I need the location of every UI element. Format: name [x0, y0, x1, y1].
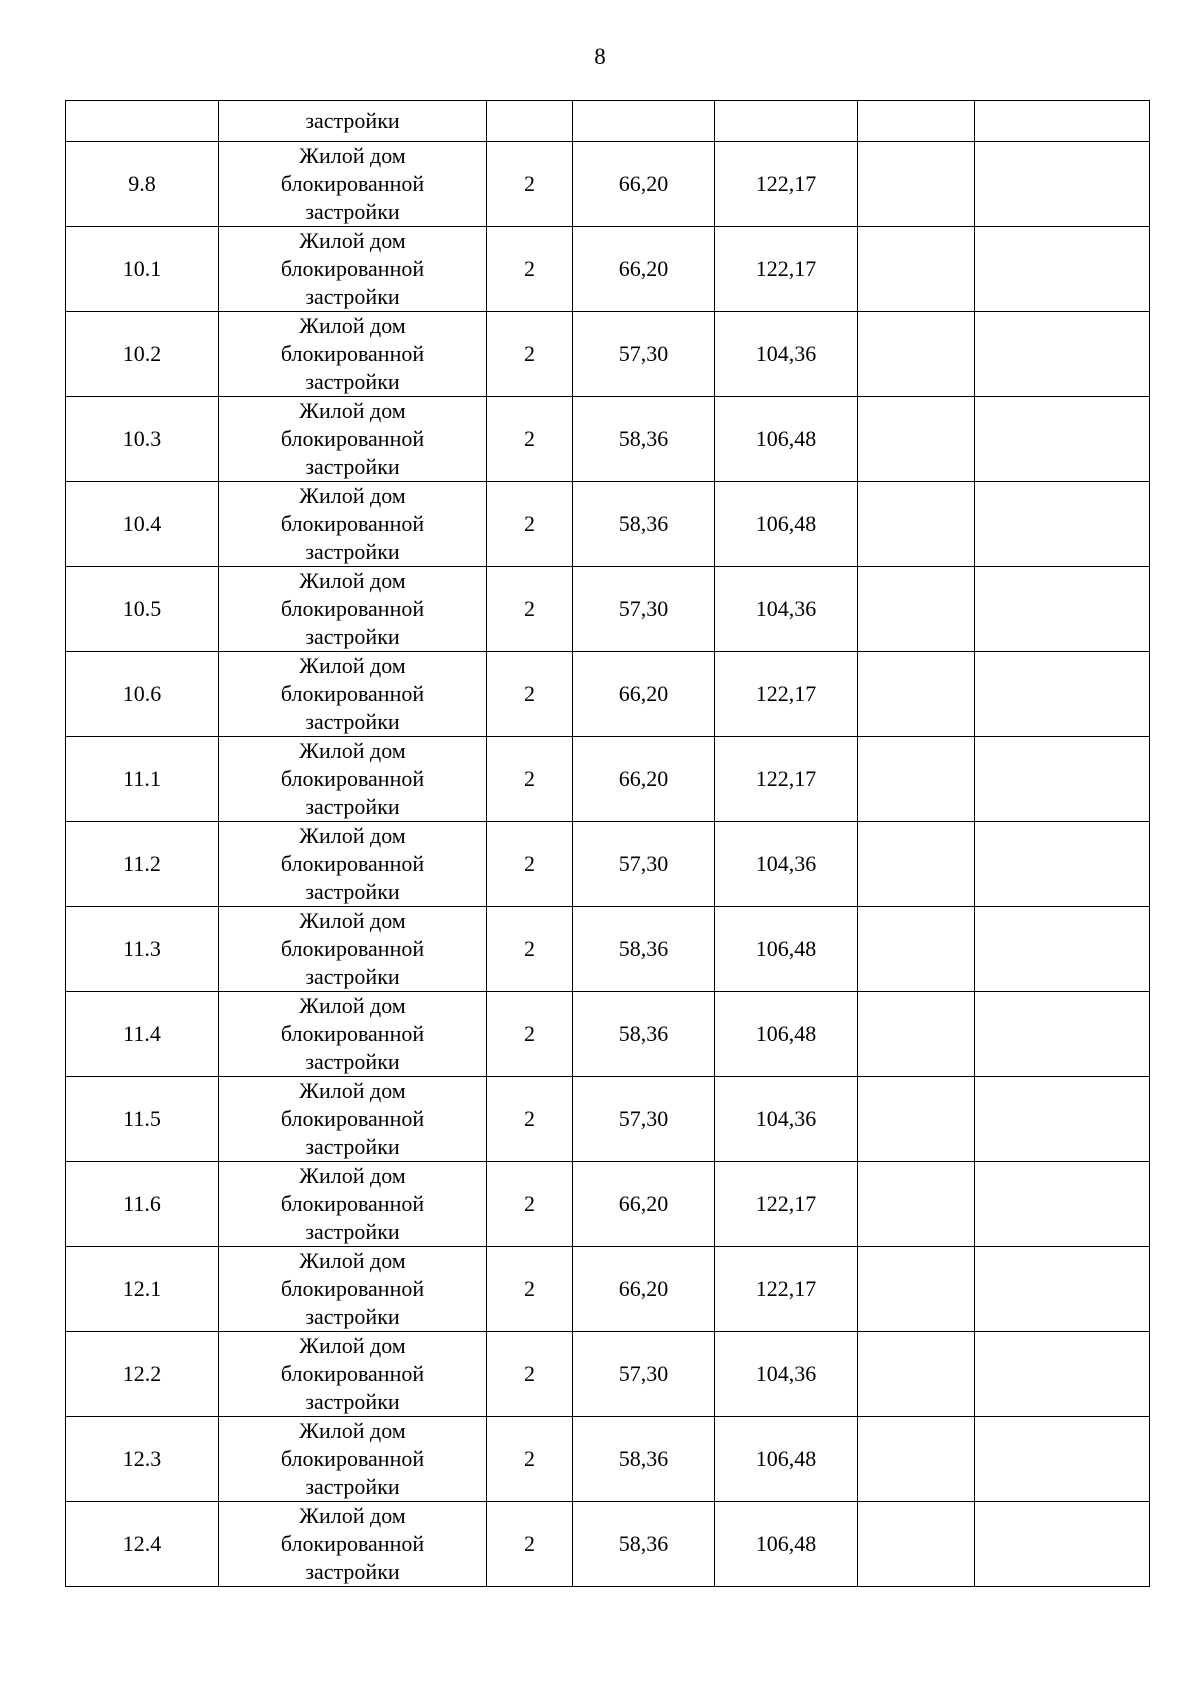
cell-area1: 66,20 — [573, 1162, 715, 1247]
cell-col6 — [858, 312, 975, 397]
type-line: блокированной — [280, 1446, 425, 1471]
cell-id: 10.4 — [66, 482, 219, 567]
cell-col6 — [858, 1332, 975, 1417]
cell-id: 11.1 — [66, 737, 219, 822]
type-line: Жилой дом — [299, 1248, 406, 1273]
type-line: Жилой дом — [299, 143, 406, 168]
cell-area1: 58,36 — [573, 397, 715, 482]
cell-col7 — [975, 907, 1150, 992]
table-row — [66, 312, 1150, 397]
cell-col7 — [975, 1162, 1150, 1247]
type-line: блокированной — [280, 596, 425, 621]
cell-col7 — [975, 142, 1150, 227]
cell-area2: 104,36 — [715, 567, 858, 652]
cell-col7 — [975, 822, 1150, 907]
cell-area1: 58,36 — [573, 1502, 715, 1587]
cell-id: 11.2 — [66, 822, 219, 907]
cell-floors: 2 — [487, 992, 573, 1077]
table-row — [66, 1417, 1150, 1502]
cell-type — [219, 907, 487, 992]
cell-id: 10.1 — [66, 227, 219, 312]
cell-col7 — [975, 652, 1150, 737]
cell-floors: 2 — [487, 822, 573, 907]
cell-col7 — [975, 227, 1150, 312]
cell-type — [219, 1417, 487, 1502]
table-row — [66, 822, 1150, 907]
type-line: застройки — [305, 1219, 400, 1244]
cell-id: 10.3 — [66, 397, 219, 482]
type-line: застройки — [305, 1474, 400, 1499]
cell-col7 — [975, 1077, 1150, 1162]
cell-id: 11.6 — [66, 1162, 219, 1247]
type-line: блокированной — [280, 851, 425, 876]
continuation-row — [66, 101, 1150, 142]
cell-area1: 58,36 — [573, 907, 715, 992]
type-line: блокированной — [280, 341, 425, 366]
cell-id: 11.4 — [66, 992, 219, 1077]
cell-type — [219, 1247, 487, 1332]
type-line: застройки — [305, 964, 400, 989]
cell-floors: 2 — [487, 312, 573, 397]
cell-area2: 122,17 — [715, 227, 858, 312]
type-line: застройки — [305, 1559, 400, 1584]
cell-floors: 2 — [487, 737, 573, 822]
cell-area2: 122,17 — [715, 652, 858, 737]
cell-type — [219, 1162, 487, 1247]
type-line: застройки — [305, 108, 400, 133]
table-row — [66, 1332, 1150, 1417]
cell-area1: 66,20 — [573, 652, 715, 737]
cell-type — [219, 652, 487, 737]
cell-id: 9.8 — [66, 142, 219, 227]
cell-floors: 2 — [487, 907, 573, 992]
type-line: Жилой дом — [299, 1503, 406, 1528]
cell-area1: 57,30 — [573, 1077, 715, 1162]
cell-area2: 122,17 — [715, 737, 858, 822]
buildings-table — [65, 100, 1150, 1587]
cell-area2: 104,36 — [715, 1332, 858, 1417]
cell-type — [219, 1077, 487, 1162]
cell-col7 — [975, 737, 1150, 822]
cell-col6 — [858, 992, 975, 1077]
table-row — [66, 397, 1150, 482]
page-number: 8 — [594, 44, 606, 69]
cell-area2: 122,17 — [715, 1247, 858, 1332]
type-line: застройки — [305, 284, 400, 309]
cell-id: 10.2 — [66, 312, 219, 397]
type-line: блокированной — [280, 936, 425, 961]
cell-col6 — [858, 1247, 975, 1332]
type-line: Жилой дом — [299, 908, 406, 933]
type-line: застройки — [305, 369, 400, 394]
cell-col6 — [858, 397, 975, 482]
type-line: застройки — [305, 879, 400, 904]
cell-col7 — [975, 1417, 1150, 1502]
type-line: застройки — [305, 624, 400, 649]
cell-col7 — [975, 482, 1150, 567]
table-row — [66, 1502, 1150, 1587]
type-line: застройки — [305, 794, 400, 819]
table-row — [66, 1247, 1150, 1332]
table-row — [66, 567, 1150, 652]
cell-area1: 57,30 — [573, 822, 715, 907]
cell-floors: 2 — [487, 1162, 573, 1247]
cell-col6 — [858, 822, 975, 907]
cell-col6 — [858, 907, 975, 992]
cell-area2: 106,48 — [715, 1417, 858, 1502]
cell-id: 11.5 — [66, 1077, 219, 1162]
cell-area2: 106,48 — [715, 482, 858, 567]
table-row — [66, 737, 1150, 822]
cell-id: 11.3 — [66, 907, 219, 992]
type-line: Жилой дом — [299, 398, 406, 423]
cell-floors: 2 — [487, 1417, 573, 1502]
cell-floors: 2 — [487, 227, 573, 312]
cell-area1: 66,20 — [573, 142, 715, 227]
table-row — [66, 142, 1150, 227]
cell-area1: 66,20 — [573, 227, 715, 312]
cell-col6 — [858, 567, 975, 652]
cell-type — [219, 1332, 487, 1417]
cell-floors: 2 — [487, 482, 573, 567]
cell-col7 — [975, 1502, 1150, 1587]
cell-col6 — [858, 101, 975, 142]
type-line: блокированной — [280, 171, 425, 196]
type-line: блокированной — [280, 426, 425, 451]
type-line: застройки — [305, 539, 400, 564]
cell-area1: 58,36 — [573, 1417, 715, 1502]
cell-id: 10.6 — [66, 652, 219, 737]
type-line: Жилой дом — [299, 483, 406, 508]
cell-area1: 57,30 — [573, 312, 715, 397]
cell-area1: 58,36 — [573, 482, 715, 567]
cell-area2: 104,36 — [715, 822, 858, 907]
type-line: застройки — [305, 199, 400, 224]
table-row — [66, 992, 1150, 1077]
cell-floors: 2 — [487, 1077, 573, 1162]
cell-floors: 2 — [487, 652, 573, 737]
type-line: Жилой дом — [299, 993, 406, 1018]
type-line: блокированной — [280, 1106, 425, 1131]
type-line: блокированной — [280, 256, 425, 281]
cell-type — [219, 737, 487, 822]
cell-area1 — [573, 101, 715, 142]
cell-col6 — [858, 652, 975, 737]
type-line: застройки — [305, 1049, 400, 1074]
table-row — [66, 1162, 1150, 1247]
cell-area2 — [715, 101, 858, 142]
cell-col7 — [975, 397, 1150, 482]
cell-col7 — [975, 1247, 1150, 1332]
cell-floors: 2 — [487, 1332, 573, 1417]
type-line: застройки — [305, 709, 400, 734]
table-row — [66, 907, 1150, 992]
cell-type — [219, 482, 487, 567]
type-line: застройки — [305, 1304, 400, 1329]
type-line: Жилой дом — [299, 1418, 406, 1443]
type-line: Жилой дом — [299, 228, 406, 253]
cell-col7 — [975, 567, 1150, 652]
cell-type — [219, 822, 487, 907]
type-line: застройки — [305, 1389, 400, 1414]
type-line: застройки — [305, 1134, 400, 1159]
table-row — [66, 652, 1150, 737]
cell-id: 10.5 — [66, 567, 219, 652]
type-line: Жилой дом — [299, 1163, 406, 1188]
cell-col6 — [858, 1417, 975, 1502]
table-body — [66, 101, 1150, 1587]
cell-floors: 2 — [487, 142, 573, 227]
cell-type — [219, 312, 487, 397]
cell-type — [219, 1502, 487, 1587]
table-row — [66, 227, 1150, 312]
type-line: Жилой дом — [299, 568, 406, 593]
cell-area1: 57,30 — [573, 567, 715, 652]
cell-area2: 106,48 — [715, 397, 858, 482]
cell-id: 12.4 — [66, 1502, 219, 1587]
cell-area1: 58,36 — [573, 992, 715, 1077]
cell-id: 12.2 — [66, 1332, 219, 1417]
type-line: Жилой дом — [299, 823, 406, 848]
type-line: блокированной — [280, 1021, 425, 1046]
cell-id — [66, 101, 219, 142]
cell-col6 — [858, 1502, 975, 1587]
type-line: Жилой дом — [299, 653, 406, 678]
cell-area2: 106,48 — [715, 907, 858, 992]
type-line: блокированной — [280, 511, 425, 536]
cell-type — [219, 567, 487, 652]
cell-col6 — [858, 227, 975, 312]
cell-type — [219, 992, 487, 1077]
type-line: блокированной — [280, 1276, 425, 1301]
type-line: блокированной — [280, 1191, 425, 1216]
cell-col6 — [858, 1162, 975, 1247]
type-line: Жилой дом — [299, 1078, 406, 1103]
type-line: Жилой дом — [299, 738, 406, 763]
cell-type — [219, 142, 487, 227]
cell-area2: 104,36 — [715, 312, 858, 397]
type-line: Жилой дом — [299, 313, 406, 338]
type-line: блокированной — [280, 1531, 425, 1556]
cell-col7 — [975, 101, 1150, 142]
cell-id: 12.3 — [66, 1417, 219, 1502]
table-row — [66, 1077, 1150, 1162]
cell-col6 — [858, 1077, 975, 1162]
cell-col7 — [975, 1332, 1150, 1417]
cell-type — [219, 227, 487, 312]
cell-type — [219, 101, 487, 142]
cell-floors: 2 — [487, 397, 573, 482]
cell-col7 — [975, 992, 1150, 1077]
type-line: застройки — [305, 454, 400, 479]
cell-floors: 2 — [487, 1502, 573, 1587]
type-line: Жилой дом — [299, 1333, 406, 1358]
cell-col6 — [858, 482, 975, 567]
cell-col7 — [975, 312, 1150, 397]
cell-floors: 2 — [487, 1247, 573, 1332]
cell-type — [219, 397, 487, 482]
cell-area1: 66,20 — [573, 737, 715, 822]
cell-area2: 122,17 — [715, 142, 858, 227]
cell-area2: 122,17 — [715, 1162, 858, 1247]
cell-floors — [487, 101, 573, 142]
type-line: блокированной — [280, 681, 425, 706]
cell-area2: 106,48 — [715, 1502, 858, 1587]
type-line: блокированной — [280, 766, 425, 791]
cell-id: 12.1 — [66, 1247, 219, 1332]
cell-floors: 2 — [487, 567, 573, 652]
cell-area2: 106,48 — [715, 992, 858, 1077]
type-line: блокированной — [280, 1361, 425, 1386]
cell-area2: 104,36 — [715, 1077, 858, 1162]
cell-area1: 66,20 — [573, 1247, 715, 1332]
cell-col6 — [858, 737, 975, 822]
cell-col6 — [858, 142, 975, 227]
table-row — [66, 482, 1150, 567]
cell-area1: 57,30 — [573, 1332, 715, 1417]
